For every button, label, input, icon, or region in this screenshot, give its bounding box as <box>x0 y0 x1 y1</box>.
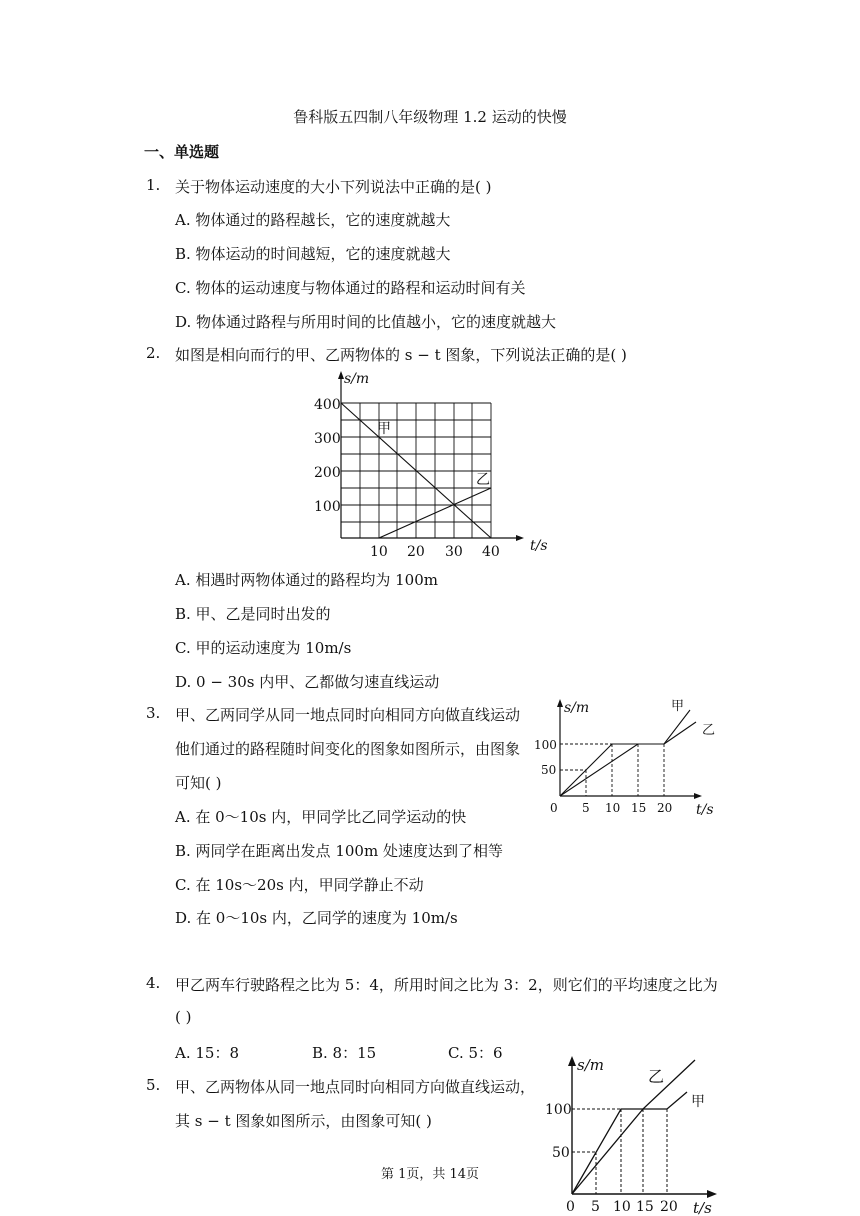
label-yi: 乙 <box>476 472 490 488</box>
y-tick: 100 <box>534 738 557 752</box>
question-number: 5. <box>146 1076 161 1094</box>
y-axis-label: s/m <box>344 371 370 387</box>
x-tick: 10 <box>605 801 621 815</box>
x-axis-label: t/s <box>693 1199 712 1216</box>
question-stem-line: 甲、乙两同学从同一地点同时向相同方向做直线运动 <box>175 706 521 724</box>
x-tick: 10 <box>613 1199 631 1215</box>
question-stem-line: 他们通过的路程随时间变化的图象如图所示，由图象 <box>175 740 521 758</box>
y-tick: 50 <box>552 1145 570 1161</box>
y-tick: 100 <box>545 1102 572 1118</box>
label-yi: 乙 <box>648 1067 665 1086</box>
x-tick: 30 <box>445 544 463 560</box>
question-number: 4. <box>146 974 161 992</box>
question-stem-line: ( ) <box>175 1008 192 1026</box>
option-a: A. 在 0～10s 内，甲同学比乙同学运动的快 <box>175 808 467 826</box>
y-axis-label: s/m <box>577 1056 604 1074</box>
y-tick: 300 <box>314 431 341 447</box>
option-b: B. 甲、乙是同时出发的 <box>175 605 331 623</box>
question-stem-line: 可知( ) <box>175 774 222 792</box>
x-tick: 10 <box>370 544 388 560</box>
x-axis-label: t/s <box>696 802 714 818</box>
option-c: C. 甲的运动速度为 10m/s <box>175 639 352 657</box>
y-tick: 100 <box>314 499 341 515</box>
question-stem-line: 其 s − t 图象如图所示，由图象可知( ) <box>175 1112 432 1130</box>
label-jia: 甲 <box>671 699 685 714</box>
question-number: 2. <box>146 344 161 362</box>
question-stem: 如图是相向而行的甲、乙两物体的 s − t 图象，下列说法正确的是( ) <box>175 346 627 364</box>
x-tick: 5 <box>591 1199 600 1215</box>
y-tick: 50 <box>541 763 557 777</box>
option-b: B. 两同学在距离出发点 100m 处速度达到了相等 <box>175 842 503 860</box>
option-a: A. 物体通过的路程越长，它的速度就越大 <box>175 211 451 229</box>
x-tick: 15 <box>636 1199 654 1215</box>
option-c: C. 物体的运动速度与物体通过的路程和运动时间有关 <box>175 279 526 297</box>
option-d: D. 0 − 30s 内甲、乙都做匀速直线运动 <box>175 673 440 691</box>
graph-q2 <box>300 365 560 565</box>
label-jia: 甲 <box>377 421 391 437</box>
y-axis-label: s/m <box>564 700 590 716</box>
option-d: D. 在 0～10s 内，乙同学的速度为 10m/s <box>175 909 458 927</box>
section-heading: 一、单选题 <box>144 143 220 161</box>
option-c: C. 5：6 <box>448 1044 503 1062</box>
graph-q5 <box>535 1050 735 1216</box>
option-c: C. 在 10s～20s 内，甲同学静止不动 <box>175 876 424 894</box>
x-tick: 20 <box>657 801 673 815</box>
question-number: 1. <box>146 176 161 194</box>
graph-q3 <box>530 692 730 822</box>
x-tick: 20 <box>660 1199 678 1215</box>
page-footer: 第 1页，共 14页 <box>380 1167 480 1182</box>
question-stem: 关于物体运动速度的大小下列说法中正确的是( ) <box>175 178 492 196</box>
option-b: B. 8：15 <box>312 1044 377 1062</box>
x-tick: 0 <box>566 1199 575 1215</box>
question-stem-line: 甲、乙两物体从同一地点同时向相同方向做直线运动， <box>175 1078 536 1096</box>
option-a: A. 相遇时两物体通过的路程均为 100m <box>175 571 438 589</box>
option-b: B. 物体运动的时间越短，它的速度就越大 <box>175 245 451 263</box>
x-tick: 40 <box>482 544 500 560</box>
y-tick: 200 <box>314 465 341 481</box>
document-title: 鲁科版五四制八年级物理 1.2 运动的快慢 <box>293 108 567 126</box>
x-tick: 5 <box>582 801 590 815</box>
x-tick: 0 <box>550 801 558 815</box>
label-jia: 甲 <box>691 1094 705 1110</box>
option-a: A. 15：8 <box>175 1044 239 1062</box>
y-tick: 400 <box>314 397 341 413</box>
question-number: 3. <box>146 704 161 722</box>
x-tick: 15 <box>631 801 647 815</box>
option-d: D. 物体通过路程与所用时间的比值越小，它的速度就越大 <box>175 313 557 331</box>
x-axis-label: t/s <box>530 538 548 554</box>
label-yi: 乙 <box>702 723 716 738</box>
x-tick: 20 <box>407 544 425 560</box>
question-stem-line: 甲乙两车行驶路程之比为 5：4，所用时间之比为 3：2，则它们的平均速度之比为 <box>175 976 718 994</box>
